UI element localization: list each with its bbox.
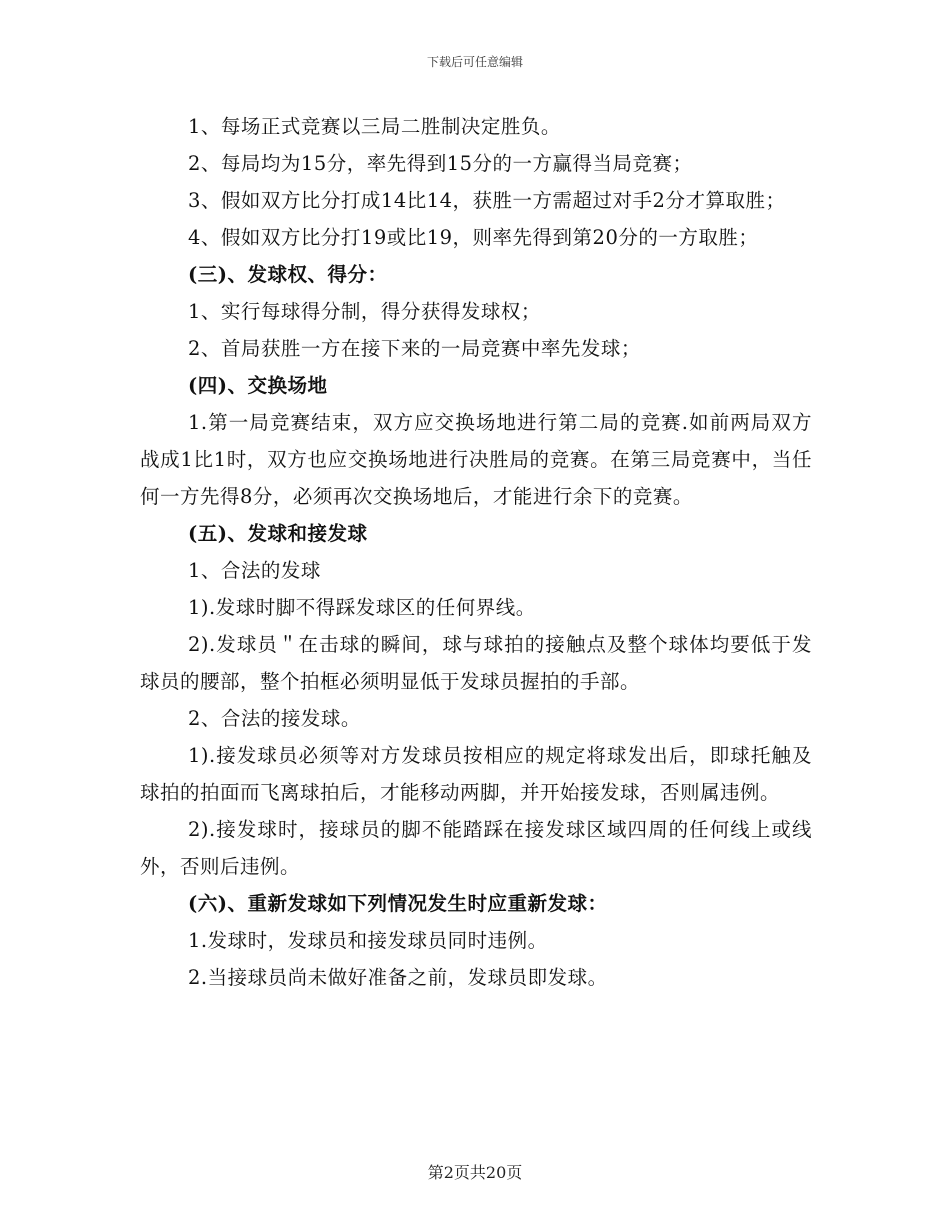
paragraph-legal-serve-title: 1、合法的发球 — [188, 559, 321, 582]
paragraph-legal-serve-2: 2).发球员＂在击球的瞬间，球与球拍的接触点及整个球体均要低于发球员的腰部，整个拍框必须明显低于发球员握拍的手部。 — [140, 633, 812, 693]
paragraph-serve-2: 2、首局获胜一方在接下来的一局竞赛中率先发球； — [188, 337, 641, 360]
paragraph-rule-3: 3、假如双方比分打成14比14，获胜一方需超过对手2分才算取胜； — [188, 189, 786, 212]
section-heading-service: (五)、发球和接发球 — [188, 522, 368, 545]
paragraph-reserve-2: 2.当接球员尚未做好准备之前，发球员即发球。 — [188, 966, 608, 989]
paragraph-legal-receive-1: 1).接发球员必须等对方发球员按相应的规定将球发出后，即球托触及球拍的拍面而飞离球拍后，才能移动两脚，并开始接发球，否则属违例。 — [140, 744, 812, 804]
paragraph-rule-2: 2、每局均为15分，率先得到15分的一方赢得当局竞赛； — [188, 152, 693, 175]
paragraph-legal-serve-1: 1).发球时脚不得踩发球区的任何界线。 — [188, 596, 536, 619]
paragraph-change-ends: 1.第一局竞赛结束，双方应交换场地进行第二局的竞赛.如前两局双方战成1比1时，双方也应交换场地进行决胜局的竞赛。在第三局竞赛中，当任何一方先得8分，必须再次交换场地后，才能进行余下的竞赛。 — [140, 411, 812, 508]
paragraph-legal-receive-title: 2、合法的接发球。 — [188, 707, 361, 730]
paragraph-reserve-1: 1.发球时，发球员和接发球员同时违例。 — [188, 929, 548, 952]
paragraph-rule-4: 4、假如双方比分打19或比19，则率先得到第20分的一方取胜； — [188, 226, 759, 249]
paragraph-legal-receive-2: 2).接发球时，接球员的脚不能踏踩在接发球区域四周的任何线上或线外，否则后违例。 — [140, 818, 812, 878]
paragraph-rule-1: 1、每场正式竞赛以三局二胜制决定胜负。 — [188, 115, 561, 138]
page-footer: 第2页共20页 — [427, 1163, 523, 1182]
section-heading-serve-scoring: (三)、发球权、得分： — [188, 263, 388, 286]
section-heading-reserve: (六)、重新发球如下列情况发生时应重新发球： — [188, 892, 608, 915]
paragraph-serve-1: 1、实行每球得分制，得分获得发球权； — [188, 300, 541, 323]
document-body — [140, 108, 812, 996]
section-heading-change-ends: (四)、交换场地 — [188, 374, 328, 397]
page-header: 下载后可任意编辑 — [426, 55, 523, 69]
